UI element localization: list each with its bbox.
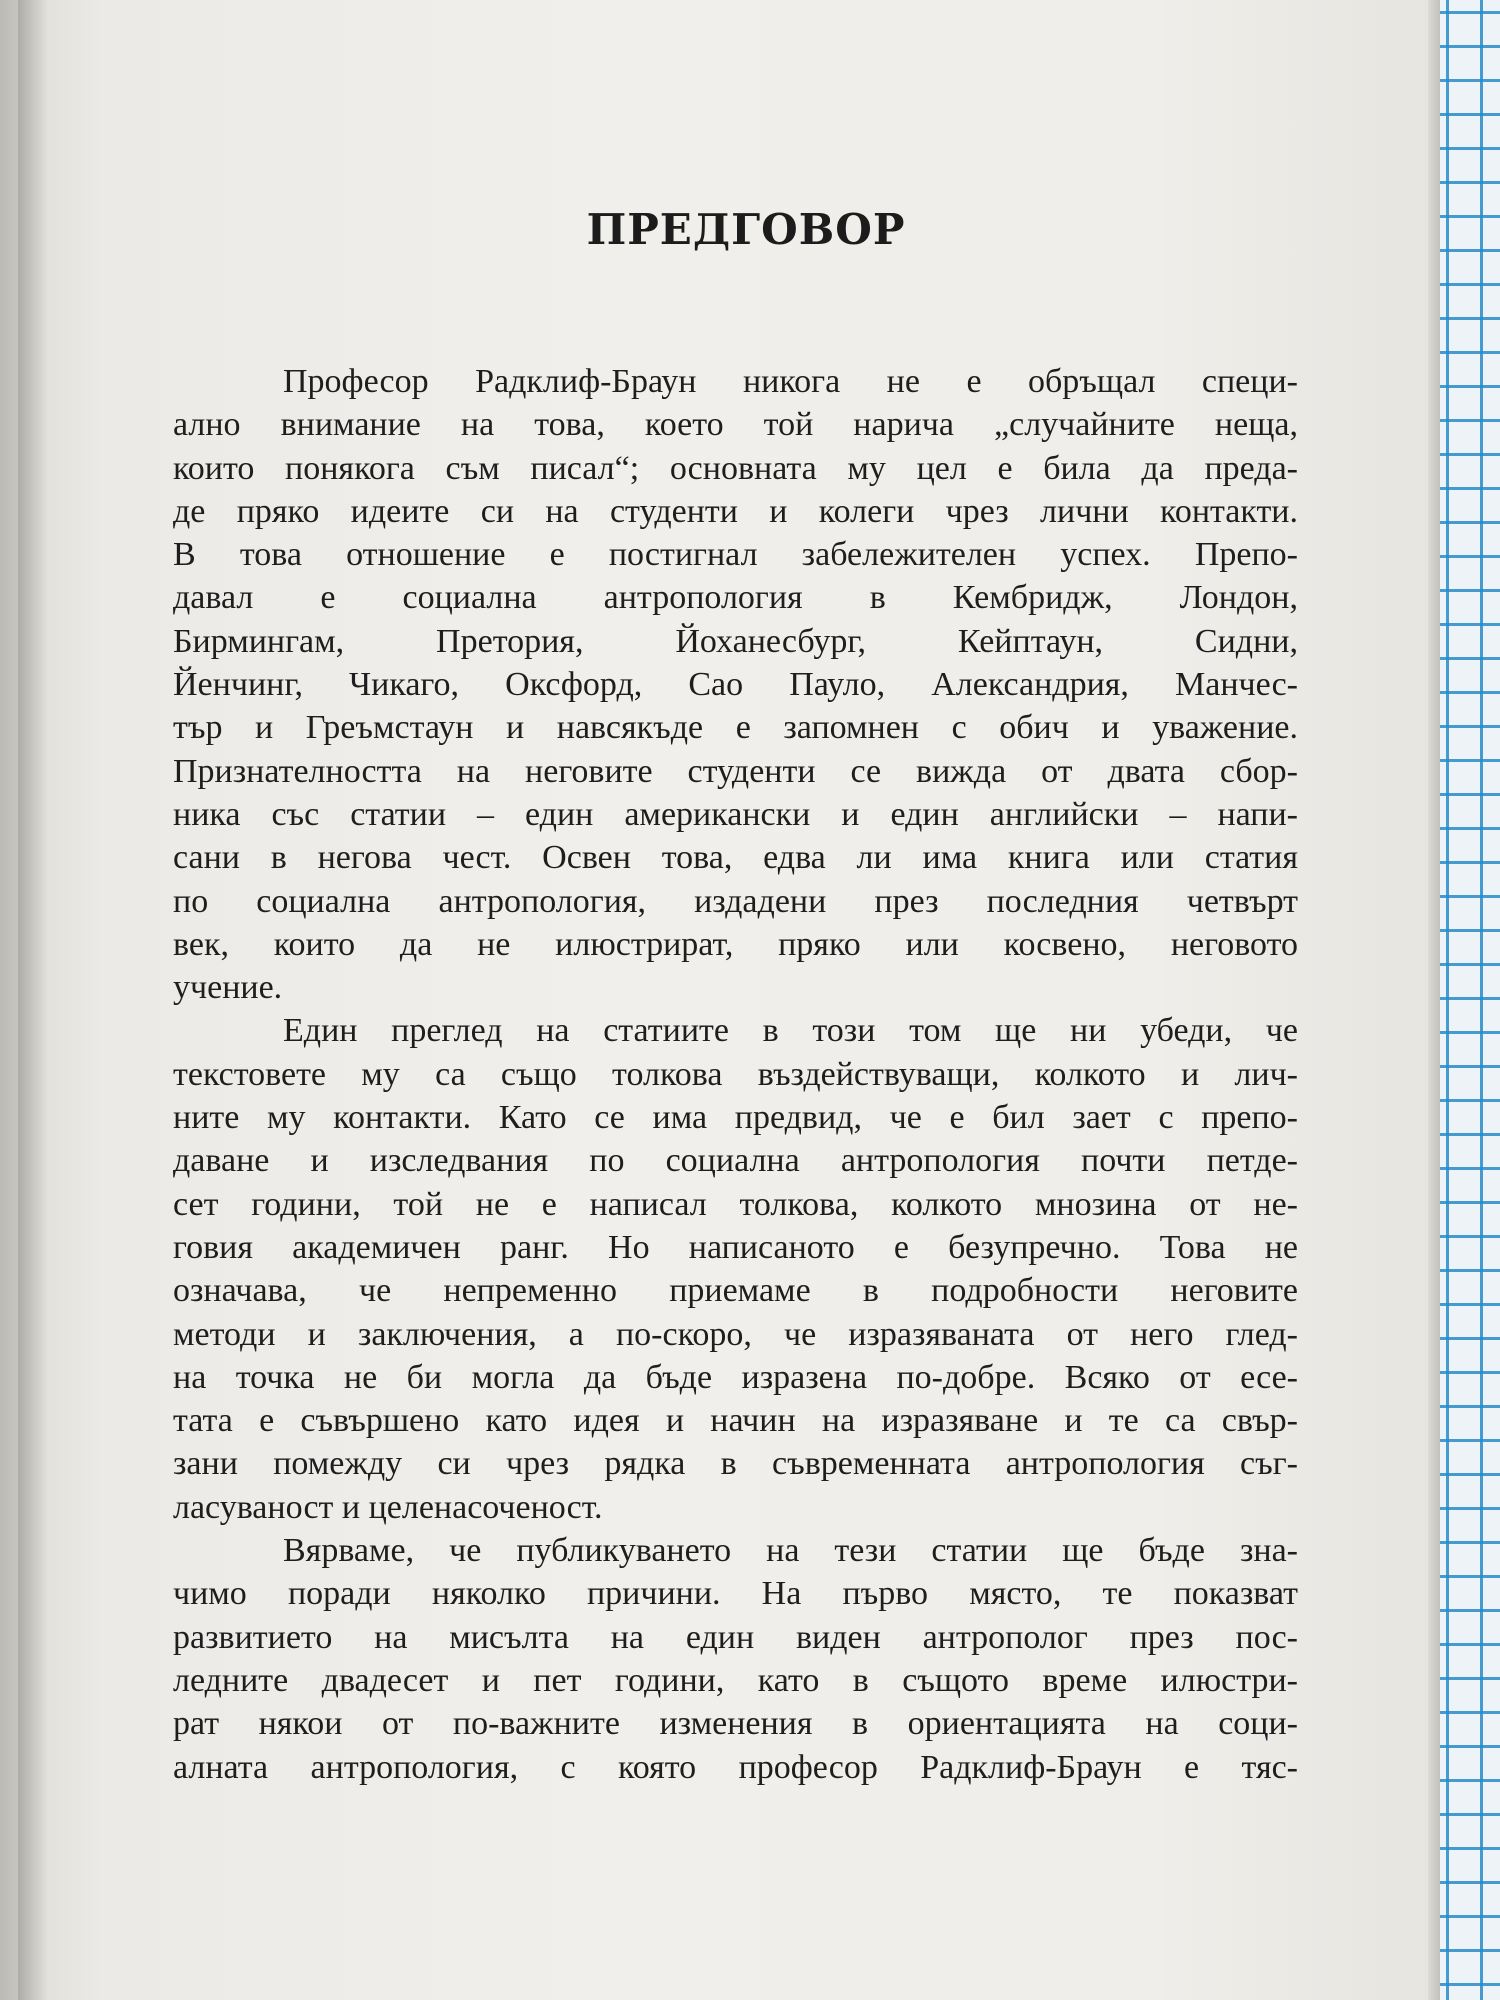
paragraph-2 bbox=[173, 1009, 1298, 1529]
text-line: ника със статии – един американски и един английски – напи- bbox=[173, 795, 1298, 833]
text-line: тата е съвършено като идея и начин на изразяване и те са свър- bbox=[173, 1402, 1298, 1440]
text-line: ално внимание на това, което той нарича „случайните неща, bbox=[173, 406, 1298, 444]
page-gutter-shadow bbox=[18, 0, 48, 2000]
text-line: на точка не би могла да бъде изразена по-добре. Всяко от есе- bbox=[173, 1358, 1298, 1396]
text-line: учение. bbox=[173, 969, 283, 1007]
indent bbox=[173, 1529, 283, 1572]
book-page bbox=[18, 0, 1428, 2000]
text-line: Един преглед на статиите в този том ще ни убеди, че bbox=[173, 1009, 1298, 1052]
text-line: Признателността на неговите студенти се вижда от двата сбор- bbox=[173, 752, 1298, 790]
text-line: даване и изследвания по социална антропология почти петде- bbox=[173, 1142, 1298, 1180]
text-line: В това отношение е постигнал забележителен успех. Препо- bbox=[173, 536, 1298, 574]
text-line: чимо поради няколко причини. На първо място, те показват bbox=[173, 1575, 1298, 1613]
text-line: де пряко идеите си на студенти и колеги чрез лични контакти. bbox=[173, 492, 1298, 530]
text-line: Професор Радклиф-Браун никога не е обръщал специ- bbox=[173, 360, 1298, 403]
text-line: текстовете му са също толкова въздействуващи, колкото и лич- bbox=[173, 1055, 1298, 1093]
text-line: говия академичен ранг. Но написаното е безупречно. Това не bbox=[173, 1228, 1298, 1266]
text-line: които понякога съм писал“; основната му цел е била да преда- bbox=[173, 449, 1298, 487]
text-line: Йенчинг, Чикаго, Оксфорд, Сао Пауло, Александрия, Манчес- bbox=[173, 666, 1298, 704]
text-line: алната антропология, с която професор Радклиф-Браун е тяс- bbox=[173, 1748, 1298, 1786]
body-text bbox=[173, 360, 1298, 1789]
text-line: зани помежду си чрез рядка в съвременната антропология съг- bbox=[173, 1445, 1298, 1483]
text-line: век, които да не илюстрират, пряко или косвено, неговото bbox=[173, 925, 1298, 963]
text-line: Вярваме, че публикуването на тези статии ще бъде зна- bbox=[173, 1529, 1298, 1572]
text-line: методи и заключения, а по-скоро, че изразяваната от него глед- bbox=[173, 1315, 1298, 1353]
paragraph-1 bbox=[173, 360, 1298, 1009]
text-line: давал е социална антропология в Кембридж, Лондон, bbox=[173, 579, 1298, 617]
page-title: ПРЕДГОВОР bbox=[586, 205, 906, 254]
text-line: рат някои от по-важните изменения в ориентацията на соци- bbox=[173, 1705, 1298, 1743]
indent bbox=[173, 360, 283, 403]
text-line: по социална антропология, издадени през последния четвърт bbox=[173, 882, 1298, 920]
indent bbox=[173, 1009, 283, 1052]
text-line: ните му контакти. Като се има предвид, че е бил зает с препо- bbox=[173, 1099, 1298, 1137]
grid-notebook-edge bbox=[1440, 0, 1500, 2000]
text-line: сет години, той не е написал толкова, колкото мнозина от не- bbox=[173, 1185, 1298, 1223]
text-line: сани в негова чест. Освен това, едва ли има книга или статия bbox=[173, 839, 1298, 877]
paragraph-3 bbox=[173, 1529, 1298, 1789]
text-line: Бирмингам, Претория, Йоханесбург, Кейптаун, Сидни, bbox=[173, 622, 1298, 660]
text-line: означава, че непременно приемаме в подробности неговите bbox=[173, 1272, 1298, 1310]
text-line: тър и Греъмстаун и навсякъде е запомнен с обич и уважение. bbox=[173, 709, 1298, 747]
text-line: ласуваност и целенасоченост. bbox=[173, 1488, 603, 1526]
text-line: ледните двадесет и пет години, като в същото време илюстри- bbox=[173, 1661, 1298, 1699]
text-line: развитието на мисълта на един виден антрополог през пос- bbox=[173, 1618, 1298, 1656]
